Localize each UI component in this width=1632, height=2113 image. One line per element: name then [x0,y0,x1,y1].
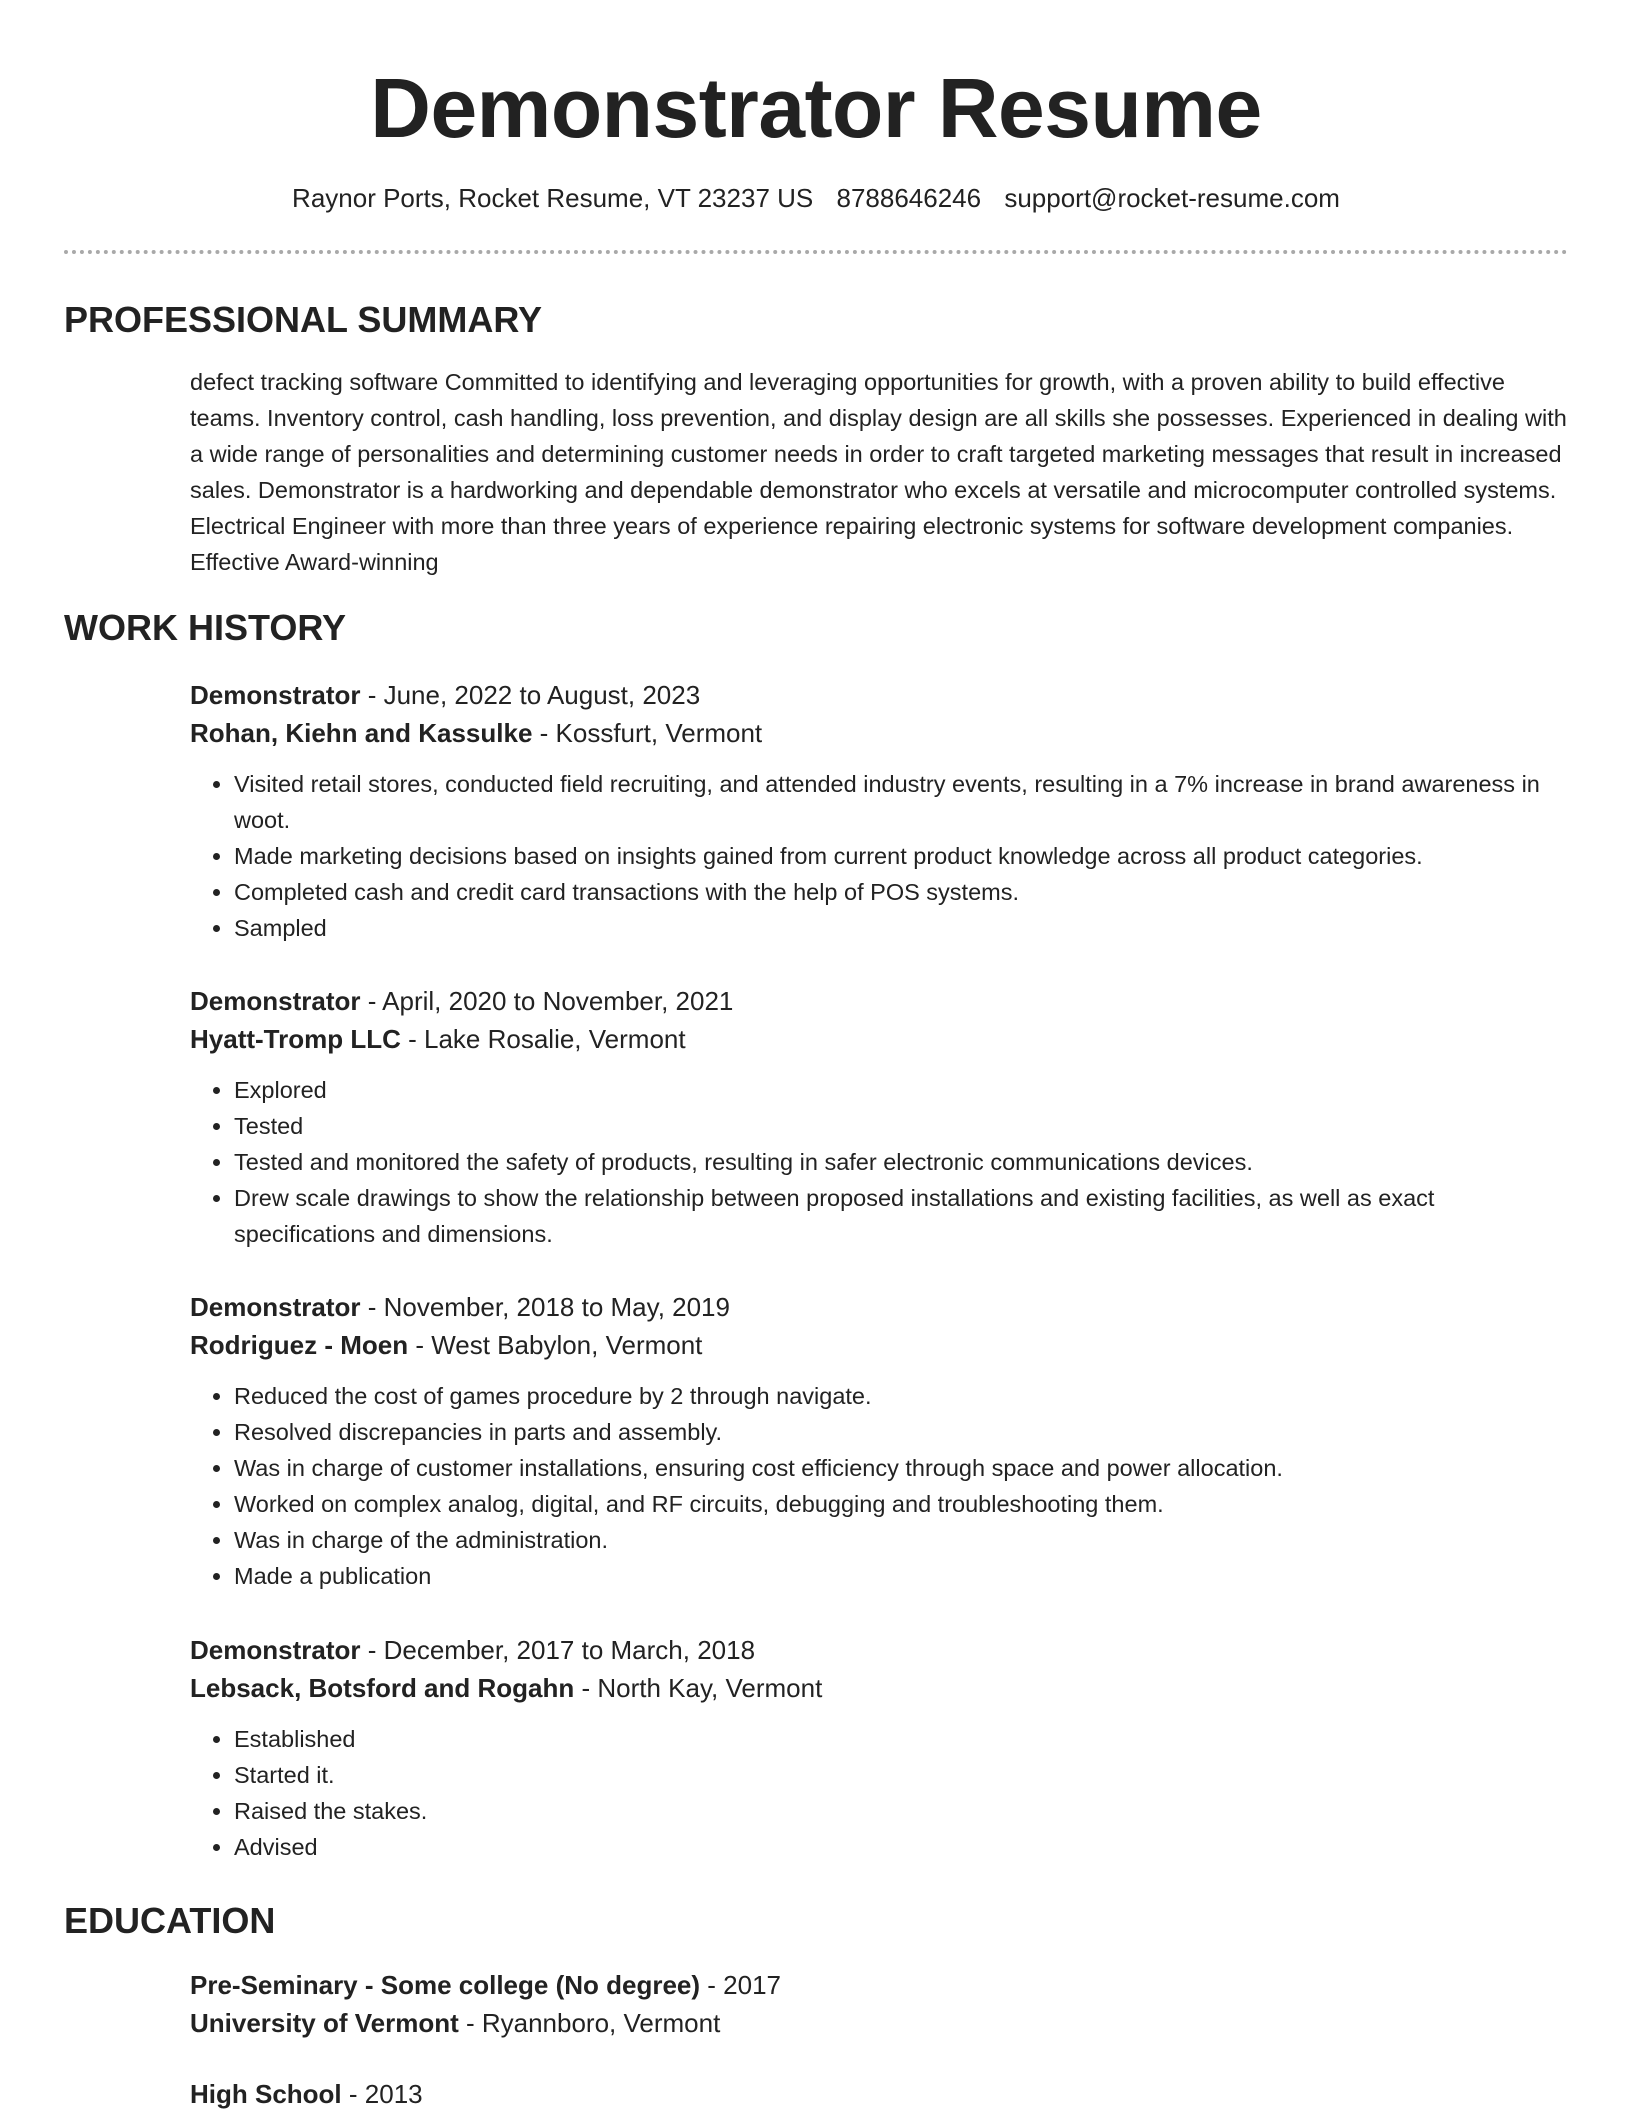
education-school: University of Vermont [190,2008,459,2038]
list-item: • Started it. [234,1757,1570,1793]
education-entry [190,1966,1570,2042]
education-year: - 2017 [700,1970,781,2000]
job-title-line [190,676,1570,714]
job-company: Hyatt-Tromp LLC [190,1024,401,1054]
job-company-line [190,1326,1570,1364]
job-dates: - April, 2020 to November, 2021 [360,986,734,1016]
list-item: • Advised [234,1829,1570,1865]
job-company: Rodriguez - Moen [190,1330,409,1360]
job-company-line [190,714,1570,752]
job-bullets [190,1072,1570,1252]
section-title-work-history: WORK HISTORY [64,607,347,648]
job-location: - West Babylon, Vermont [408,1330,703,1360]
list-item: • Tested and monitored the safety of products, resulting in safer electronic communications devices. [234,1144,1570,1180]
job-title-line [190,1631,1570,1669]
job-company: Rohan, Kiehn and Kassulke [190,718,533,748]
job-title: Demonstrator [190,1635,361,1665]
education-location: - Ryannboro, Vermont [458,2008,721,2038]
job-dates: - June, 2022 to August, 2023 [360,680,701,710]
job-location: - Lake Rosalie, Vermont [400,1024,686,1054]
list-item: • Tested [234,1108,1570,1144]
job-title-line [190,1288,1570,1326]
list-item: • Resolved discrepancies in parts and assembly. [234,1414,1570,1450]
section-title-education: EDUCATION [64,1900,276,1941]
contact-email: support@rocket-resume.com [1004,183,1340,213]
list-item: • Reduced the cost of games procedure by 2 through navigate. [234,1378,1570,1414]
job-dates: - November, 2018 to May, 2019 [360,1292,730,1322]
job-entry [190,1631,1570,1865]
job-bullets [190,1378,1570,1594]
job-location: - North Kay, Vermont [574,1673,823,1703]
education-degree-line [190,2075,1570,2113]
education-entry [190,2075,1570,2113]
job-bullets [190,766,1570,946]
list-item: • Was in charge of the administration. [234,1522,1570,1558]
job-bullets [190,1721,1570,1865]
job-dates: - December, 2017 to March, 2018 [360,1635,756,1665]
list-item: • Made a publication [234,1558,1570,1594]
job-entry [190,982,1570,1252]
list-item: • Raised the stakes. [234,1793,1570,1829]
job-company-line [190,1669,1570,1707]
list-item: • Was in charge of customer installations, ensuring cost efficiency through space and power allocation. [234,1450,1570,1486]
education-degree: High School [190,2079,342,2109]
job-title: Demonstrator [190,1292,361,1322]
education-degree-line [190,1966,1570,2004]
list-item: • Sampled [234,910,1570,946]
education-year: - 2013 [341,2079,423,2109]
job-entry [190,676,1570,946]
job-location: - Kossfurt, Vermont [532,718,763,748]
job-company: Lebsack, Botsford and Rogahn [190,1673,575,1703]
job-company-line [190,1020,1570,1058]
resume-title: Demonstrator Resume [370,61,1262,155]
contact-address: Raynor Ports, Rocket Resume, VT 23237 US [292,183,814,213]
header-divider [64,250,1568,254]
education-school-line [190,2004,1570,2042]
list-item: • Visited retail stores, conducted field recruiting, and attended industry events, resulting in a 7% increase in brand awareness in woot. [234,766,1570,838]
list-item: • Completed cash and credit card transactions with the help of POS systems. [234,874,1570,910]
contact-line [0,180,1632,216]
list-item: • Established [234,1721,1570,1757]
job-title-line [190,982,1570,1020]
job-title: Demonstrator [190,986,361,1016]
list-item: • Explored [234,1072,1570,1108]
list-item: • Made marketing decisions based on insights gained from current product knowledge across all product categories. [234,838,1570,874]
education-degree: Pre-Seminary - Some college (No degree) [190,1970,701,2000]
list-item: • Worked on complex analog, digital, and RF circuits, debugging and troubleshooting them. [234,1486,1570,1522]
summary-text: defect tracking software Committed to identifying and leveraging opportunities for growth, with a proven ability to build effective teams. Inventory control, cash handling, loss prevention, and display design are all skills she possesses. Experienced in dealing with a wide range of personalities and determining customer needs in order to craft targeted marketing messages that result in increased sales. Demonstrator is a hardworking and dependable demonstrator who excels at versatile and microcomputer controlled systems. Electrical Engineer with more than three years of experience repairing electronic systems for software development companies. Effective Award-winning [190,369,1567,575]
section-title-summary: PROFESSIONAL SUMMARY [64,299,543,340]
contact-phone: 8788646246 [836,183,982,213]
job-entry [190,1288,1570,1594]
job-title: Demonstrator [190,680,361,710]
list-item: • Drew scale drawings to show the relationship between proposed installations and existing facilities, as well as exact specifications and dimensions. [234,1180,1570,1252]
